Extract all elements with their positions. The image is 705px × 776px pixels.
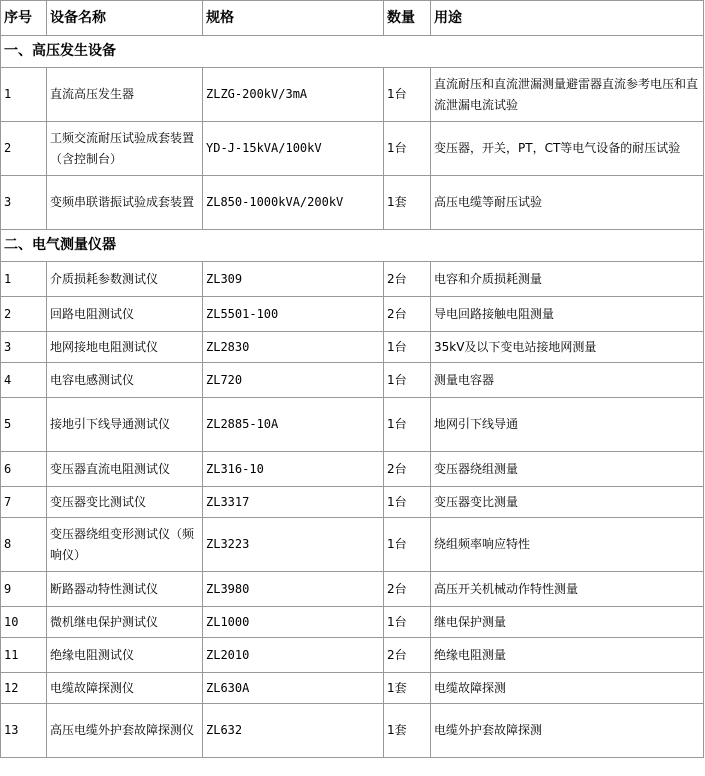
table-row [1, 518, 704, 572]
cell-number: 1 [1, 262, 47, 297]
cell-spec: YD-J-15kVA/100kV [203, 122, 384, 176]
cell-purpose: 导电回路接触电阻测量 [431, 297, 704, 332]
cell-quantity: 1套 [384, 673, 431, 704]
cell-quantity: 1套 [384, 704, 431, 758]
cell-quantity: 2台 [384, 297, 431, 332]
cell-equipment-name: 变压器绕组变形测试仪（频响仪） [47, 518, 203, 572]
table-row [1, 704, 704, 758]
cell-purpose: 测量电容器 [431, 363, 704, 398]
col-header-name: 设备名称 [47, 1, 203, 36]
cell-quantity: 1台 [384, 363, 431, 398]
cell-equipment-name: 介质损耗参数测试仪 [47, 262, 203, 297]
cell-quantity: 2台 [384, 572, 431, 607]
cell-quantity: 1台 [384, 332, 431, 363]
cell-quantity: 1台 [384, 607, 431, 638]
cell-equipment-name: 电缆故障探测仪 [47, 673, 203, 704]
cell-purpose: 电缆故障探测 [431, 673, 704, 704]
table-row [1, 638, 704, 673]
cell-spec: ZL3223 [203, 518, 384, 572]
cell-quantity: 2台 [384, 262, 431, 297]
cell-equipment-name: 变频串联谐振试验成套装置 [47, 176, 203, 230]
cell-number: 12 [1, 673, 47, 704]
table-row [1, 398, 704, 452]
cell-spec: ZLZG-200kV/3mA [203, 68, 384, 122]
cell-equipment-name: 电容电感测试仪 [47, 363, 203, 398]
cell-number: 10 [1, 607, 47, 638]
cell-equipment-name: 变压器变比测试仪 [47, 487, 203, 518]
cell-spec: ZL1000 [203, 607, 384, 638]
cell-equipment-name: 变压器直流电阻测试仪 [47, 452, 203, 487]
cell-spec: ZL720 [203, 363, 384, 398]
cell-quantity: 2台 [384, 452, 431, 487]
cell-equipment-name: 地网接地电阻测试仪 [47, 332, 203, 363]
cell-quantity: 2台 [384, 638, 431, 673]
table-header-row [1, 1, 704, 36]
cell-quantity: 1台 [384, 487, 431, 518]
cell-purpose: 变压器变比测量 [431, 487, 704, 518]
cell-purpose: 电容和介质损耗测量 [431, 262, 704, 297]
cell-quantity: 1台 [384, 398, 431, 452]
table-row [1, 262, 704, 297]
cell-number: 7 [1, 487, 47, 518]
table-row [1, 363, 704, 398]
col-header-use: 用途 [431, 1, 704, 36]
cell-equipment-name: 绝缘电阻测试仪 [47, 638, 203, 673]
table-body [1, 36, 704, 758]
cell-purpose: 35kV及以下变电站接地网测量 [431, 332, 704, 363]
cell-spec: ZL316-10 [203, 452, 384, 487]
cell-number: 3 [1, 176, 47, 230]
table-row [1, 673, 704, 704]
cell-number: 3 [1, 332, 47, 363]
cell-spec: ZL5501-100 [203, 297, 384, 332]
cell-number: 1 [1, 68, 47, 122]
cell-spec: ZL2885-10A [203, 398, 384, 452]
section-row [1, 36, 704, 68]
cell-number: 11 [1, 638, 47, 673]
table-row [1, 487, 704, 518]
cell-number: 2 [1, 122, 47, 176]
table-row [1, 452, 704, 487]
cell-equipment-name: 回路电阻测试仪 [47, 297, 203, 332]
table-row [1, 607, 704, 638]
cell-purpose: 直流耐压和直流泄漏测量避雷器直流参考电压和直流泄漏电流试验 [431, 68, 704, 122]
cell-number: 6 [1, 452, 47, 487]
cell-quantity: 1台 [384, 68, 431, 122]
cell-equipment-name: 高压电缆外护套故障探测仪 [47, 704, 203, 758]
cell-purpose: 高压电缆等耐压试验 [431, 176, 704, 230]
table-row [1, 122, 704, 176]
cell-purpose: 变压器，开关，PT，CT等电气设备的耐压试验 [431, 122, 704, 176]
cell-spec: ZL632 [203, 704, 384, 758]
cell-equipment-name: 工频交流耐压试验成套装置（含控制台） [47, 122, 203, 176]
cell-number: 2 [1, 297, 47, 332]
cell-spec: ZL850-1000kVA/200kV [203, 176, 384, 230]
cell-spec: ZL3980 [203, 572, 384, 607]
cell-purpose: 变压器绕组测量 [431, 452, 704, 487]
cell-equipment-name: 断路器动特性测试仪 [47, 572, 203, 607]
cell-purpose: 高压开关机械动作特性测量 [431, 572, 704, 607]
table-row [1, 176, 704, 230]
cell-spec: ZL3317 [203, 487, 384, 518]
table-row [1, 68, 704, 122]
cell-equipment-name: 微机继电保护测试仪 [47, 607, 203, 638]
cell-number: 4 [1, 363, 47, 398]
section-row [1, 230, 704, 262]
cell-number: 9 [1, 572, 47, 607]
cell-spec: ZL630A [203, 673, 384, 704]
cell-equipment-name: 接地引下线导通测试仪 [47, 398, 203, 452]
col-header-qty: 数量 [384, 1, 431, 36]
section-title: 一、高压发生设备 [1, 36, 704, 68]
cell-purpose: 继电保护测量 [431, 607, 704, 638]
cell-equipment-name: 直流高压发生器 [47, 68, 203, 122]
table-row [1, 297, 704, 332]
cell-spec: ZL2010 [203, 638, 384, 673]
section-title: 二、电气测量仪器 [1, 230, 704, 262]
cell-quantity: 1套 [384, 176, 431, 230]
cell-purpose: 绝缘电阻测量 [431, 638, 704, 673]
cell-quantity: 1台 [384, 122, 431, 176]
cell-quantity: 1台 [384, 518, 431, 572]
cell-spec: ZL2830 [203, 332, 384, 363]
col-header-no: 序号 [1, 1, 47, 36]
cell-number: 13 [1, 704, 47, 758]
cell-purpose: 电缆外护套故障探测 [431, 704, 704, 758]
col-header-spec: 规格 [203, 1, 384, 36]
cell-purpose: 绕组频率响应特性 [431, 518, 704, 572]
cell-number: 8 [1, 518, 47, 572]
table-row [1, 572, 704, 607]
cell-purpose: 地网引下线导通 [431, 398, 704, 452]
cell-number: 5 [1, 398, 47, 452]
table-row [1, 332, 704, 363]
cell-spec: ZL309 [203, 262, 384, 297]
